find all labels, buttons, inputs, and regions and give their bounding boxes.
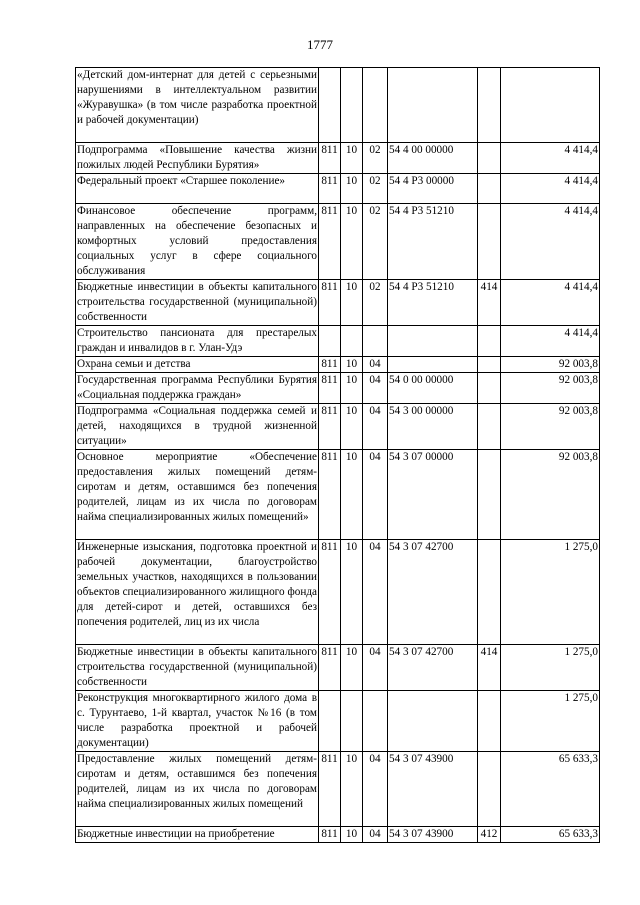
table-row: [76, 691, 600, 752]
row-name: Государственная программа Республики Бурятия «Социальная поддержка граждан»: [76, 373, 319, 404]
row-sum: 4 414,4: [501, 174, 600, 204]
table-row: [76, 280, 600, 326]
row-sum: 65 633,3: [501, 752, 600, 827]
table-row: [76, 404, 600, 450]
row-csr: 54 3 07 42700: [388, 645, 478, 691]
row-sum: 65 633,3: [501, 827, 600, 843]
row-vr: [478, 373, 501, 404]
row-vr: [478, 357, 501, 373]
row-pr: 04: [363, 373, 388, 404]
row-gr: 811: [319, 450, 341, 540]
row-rz: 10: [341, 404, 363, 450]
row-rz: 10: [341, 752, 363, 827]
row-gr: 811: [319, 827, 341, 843]
row-vr: [478, 691, 501, 752]
row-pr: 04: [363, 450, 388, 540]
row-csr: 54 3 00 00000: [388, 404, 478, 450]
row-name: Подпрограмма «Повышение качества жизни пожилых людей Республики Бурятия»: [76, 143, 319, 174]
row-rz: 10: [341, 143, 363, 174]
row-gr: 811: [319, 143, 341, 174]
row-vr: [478, 68, 501, 143]
row-vr: 412: [478, 827, 501, 843]
row-csr: [388, 68, 478, 143]
row-gr: [319, 68, 341, 143]
row-vr: 414: [478, 645, 501, 691]
row-name: Финансовое обеспечение программ, направленных на обеспечение безопасных и комфортных условий предоставления социальных услуг в сфере социального обслуживания: [76, 204, 319, 280]
table-row: [76, 174, 600, 204]
budget-table: [75, 67, 600, 843]
page-number: 1777: [307, 37, 333, 52]
row-sum: 92 003,8: [501, 450, 600, 540]
row-sum: [501, 68, 600, 143]
row-vr: [478, 143, 501, 174]
table-row: [76, 752, 600, 827]
row-sum: 4 414,4: [501, 326, 600, 357]
row-csr: 54 4 P3 51210: [388, 280, 478, 326]
row-vr: [478, 204, 501, 280]
row-sum: 92 003,8: [501, 357, 600, 373]
row-vr: [478, 174, 501, 204]
row-rz: 10: [341, 280, 363, 326]
row-rz: 10: [341, 174, 363, 204]
row-rz: 10: [341, 827, 363, 843]
row-sum: 92 003,8: [501, 404, 600, 450]
row-name: Бюджетные инвестиции в объекты капитального строительства государственной (муниципальной) собственности: [76, 280, 319, 326]
table-row: [76, 645, 600, 691]
row-pr: 02: [363, 280, 388, 326]
table-row: [76, 143, 600, 174]
row-rz: 10: [341, 540, 363, 645]
row-sum: 1 275,0: [501, 645, 600, 691]
row-name: Охрана семьи и детства: [76, 357, 319, 373]
row-pr: [363, 68, 388, 143]
row-csr: 54 3 07 43900: [388, 752, 478, 827]
row-gr: 811: [319, 280, 341, 326]
row-name: «Детский дом-интернат для детей с серьезными нарушениями в интеллектуальном развитии «Журавушка» (в том числе разработка проектной и рабочей документации): [76, 68, 319, 143]
row-csr: [388, 357, 478, 373]
row-name: Федеральный проект «Старшее поколение»: [76, 174, 319, 204]
row-name: Бюджетные инвестиции на приобретение: [76, 827, 319, 843]
row-gr: [319, 691, 341, 752]
table-row: [76, 357, 600, 373]
row-pr: 04: [363, 404, 388, 450]
row-pr: [363, 691, 388, 752]
row-name: Реконструкция многоквартирного жилого дома в с. Турунтаево, 1-й квартал, участок №16 (в том числе разработка проектной и рабочей документации): [76, 691, 319, 752]
row-sum: 4 414,4: [501, 143, 600, 174]
row-vr: [478, 752, 501, 827]
row-gr: 811: [319, 174, 341, 204]
row-gr: 811: [319, 357, 341, 373]
row-rz: [341, 68, 363, 143]
row-name: Инженерные изыскания, подготовка проектной и рабочей документации, благоустройство земельных участков, находящихся в пользовании объектов специализированного жилищного фонда для детей-сирот и детей, оставшихся без попечения родителей, лиц из их числа: [76, 540, 319, 645]
row-csr: 54 0 00 00000: [388, 373, 478, 404]
row-vr: [478, 326, 501, 357]
row-sum: 1 275,0: [501, 691, 600, 752]
table-row: [76, 68, 600, 143]
row-gr: 811: [319, 373, 341, 404]
row-vr: [478, 450, 501, 540]
row-gr: 811: [319, 204, 341, 280]
table-row: [76, 540, 600, 645]
row-rz: 10: [341, 450, 363, 540]
row-pr: 04: [363, 752, 388, 827]
row-csr: 54 4 P3 51210: [388, 204, 478, 280]
row-pr: 02: [363, 143, 388, 174]
row-pr: 04: [363, 827, 388, 843]
row-name: Бюджетные инвестиции в объекты капитального строительства государственной (муниципальной) собственности: [76, 645, 319, 691]
row-rz: 10: [341, 373, 363, 404]
row-csr: 54 3 07 42700: [388, 540, 478, 645]
row-rz: 10: [341, 357, 363, 373]
row-sum: 92 003,8: [501, 373, 600, 404]
row-csr: 54 4 P3 00000: [388, 174, 478, 204]
row-pr: 04: [363, 645, 388, 691]
row-pr: 02: [363, 174, 388, 204]
row-gr: 811: [319, 540, 341, 645]
table-row: [76, 373, 600, 404]
row-csr: [388, 326, 478, 357]
row-pr: 04: [363, 357, 388, 373]
row-gr: 811: [319, 752, 341, 827]
row-pr: 02: [363, 204, 388, 280]
row-sum: 1 275,0: [501, 540, 600, 645]
table-row: [76, 204, 600, 280]
row-csr: 54 3 07 43900: [388, 827, 478, 843]
row-rz: [341, 326, 363, 357]
row-rz: [341, 691, 363, 752]
row-gr: 811: [319, 645, 341, 691]
row-name: Предоставление жилых помещений детям-сиротам и детям, оставшимся без попечения родителей, лицам из их числа по договорам найма специализированных жилых помещений: [76, 752, 319, 827]
row-gr: [319, 326, 341, 357]
row-gr: 811: [319, 404, 341, 450]
row-csr: 54 3 07 00000: [388, 450, 478, 540]
row-vr: 414: [478, 280, 501, 326]
row-sum: 4 414,4: [501, 280, 600, 326]
row-pr: 04: [363, 540, 388, 645]
row-vr: [478, 404, 501, 450]
table-row: [76, 450, 600, 540]
table-row: [76, 326, 600, 357]
row-name: Подпрограмма «Социальная поддержка семей и детей, находящихся в трудной жизненной ситуации»: [76, 404, 319, 450]
row-name: Строительство пансионата для престарелых граждан и инвалидов в г. Улан-Удэ: [76, 326, 319, 357]
row-csr: [388, 691, 478, 752]
row-vr: [478, 540, 501, 645]
table-row: [76, 827, 600, 843]
row-sum: 4 414,4: [501, 204, 600, 280]
row-rz: 10: [341, 645, 363, 691]
budget-table-body: [76, 68, 600, 843]
row-rz: 10: [341, 204, 363, 280]
row-name: Основное мероприятие «Обеспечение предоставления жилых помещений детям-сиротам и детям, оставшимся без попечения родителей, лицам из их числа по договорам найма специализированных жилых помещений»: [76, 450, 319, 540]
row-pr: [363, 326, 388, 357]
row-csr: 54 4 00 00000: [388, 143, 478, 174]
